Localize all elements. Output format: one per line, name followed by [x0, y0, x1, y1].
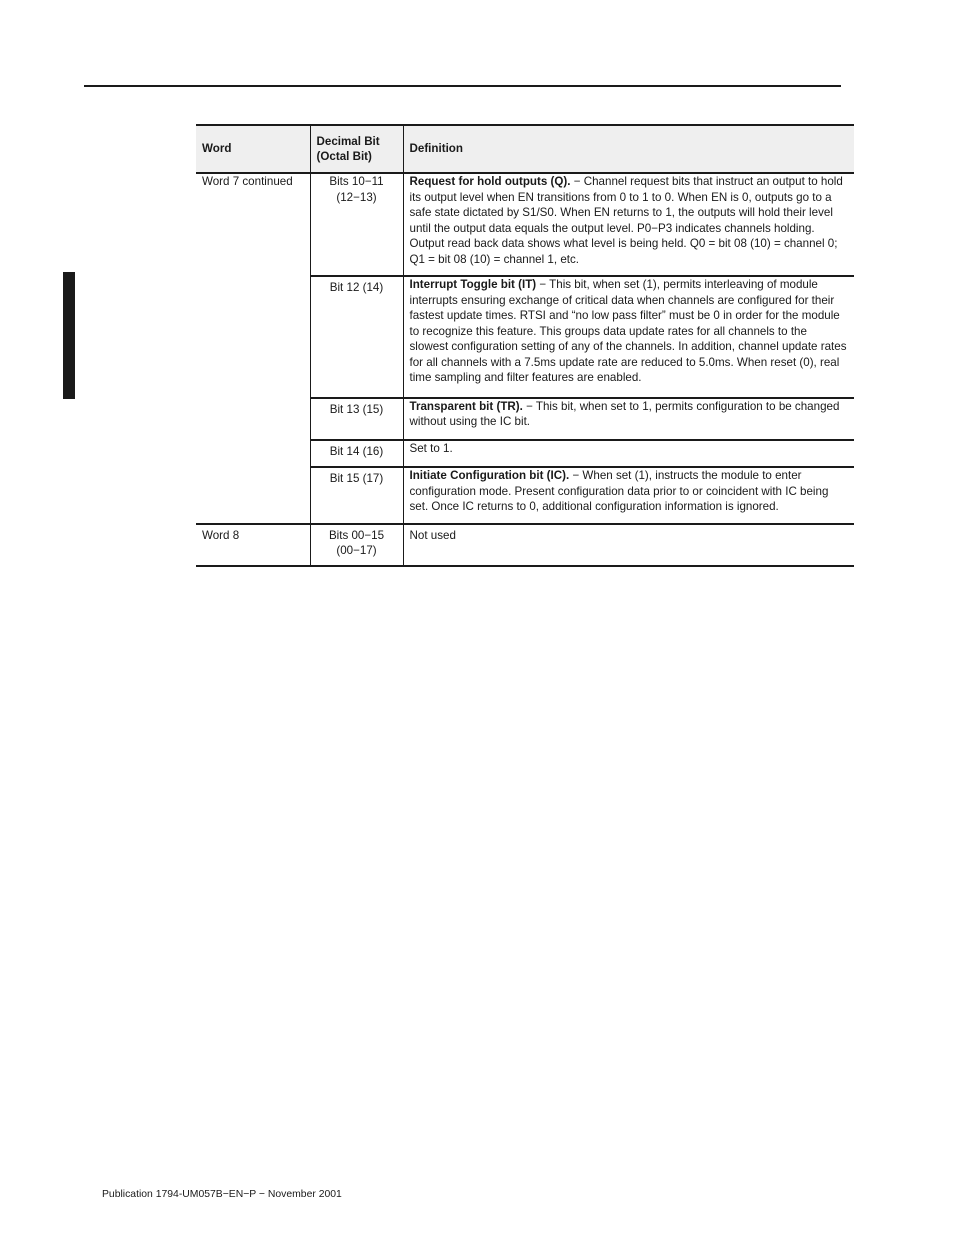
bit-line1: Bit 14 (16) — [329, 444, 384, 458]
definition-term: Transparent bit (TR). — [409, 399, 523, 413]
bit-line2: (00−17) — [336, 544, 377, 557]
header-definition: Definition — [403, 125, 854, 173]
definition-text: Not used — [409, 528, 456, 542]
definition-cell — [403, 398, 854, 440]
bit-line2: (12−13) — [336, 190, 377, 204]
definition-cell — [403, 276, 854, 398]
bit-cell — [310, 524, 403, 566]
definition-term: Interrupt Toggle bit (IT) — [409, 278, 537, 291]
definition-term: Request for hold outputs (Q). — [409, 175, 571, 188]
definition-cell — [403, 173, 854, 276]
header-rule — [84, 85, 841, 87]
definition-text: − Channel request bits that instruct an output to hold its output level when EN transitions from 0 to 1 to 0. When EN is 0, outputs go to a safe state dictated by S1/S0. When EN returns to 1, the outputs will hold their level until the output data equals the output level. P0−P3 indicates channels holding. Output read back data shows what level is being held. Q0 = bit 08 (10) = channel 0; Q1 = bit 08 (10) = channel 1, etc. — [409, 175, 843, 266]
bit-cell — [310, 276, 403, 398]
bit-line1: Bits 10−11 — [329, 175, 384, 188]
bit-cell — [310, 398, 403, 440]
definition-text: − This bit, when set (1), permits interleaving of module interrupts ensuring exchange of critical data when channels are configured for their fastest update times. RTSI and “no low pass filter” must be 0 in order for the module to recognize this feature. This groups data update rates for all channels to the slowest configuration setting of any of the channels. In addition, channel update rates for all channels with a 7.5ms update rate are reduced to 5.0ms. When reset (0), real time sampling and filter features are enabled. — [409, 278, 847, 384]
table-row — [196, 524, 854, 566]
definition-cell — [403, 467, 854, 524]
definition-text: Set to 1. — [409, 441, 453, 455]
header-bit-line1: Decimal Bit — [316, 135, 380, 148]
word-cell: Word 8 — [196, 524, 310, 566]
table-row — [196, 173, 854, 276]
header-bit — [310, 125, 403, 173]
header-bit-line2: (Octal Bit) — [316, 150, 372, 163]
definition-term: Initiate Configuration bit (IC). — [409, 469, 570, 482]
header-word: Word — [196, 125, 310, 173]
bit-cell — [310, 440, 403, 468]
register-bit-table — [196, 124, 854, 567]
publication-footer: Publication 1794-UM057B−EN−P − November 2001 — [102, 1189, 342, 1200]
bit-line1: Bit 13 (15) — [329, 402, 384, 416]
chapter-tab-marker — [63, 272, 75, 399]
bit-line1: Bits 00−15 — [328, 528, 385, 542]
bit-cell — [310, 467, 403, 524]
bit-line1: Bit 12 (14) — [329, 281, 384, 294]
definition-text: − This bit, when set to 1, permits configuration to be changed without using the IC bit. — [409, 399, 840, 428]
bit-cell — [310, 173, 403, 276]
bit-line1: Bit 15 (17) — [329, 472, 384, 485]
definition-cell — [403, 440, 854, 468]
table-header-row — [196, 125, 854, 173]
definition-text: − When set (1), instructs the module to enter configuration mode. Present configuration data prior to or coincident with IC being set. Once IC returns to 0, additional configuration information is ignored. — [409, 469, 829, 513]
word-cell: Word 7 continued — [202, 175, 293, 188]
definition-cell — [403, 524, 854, 566]
